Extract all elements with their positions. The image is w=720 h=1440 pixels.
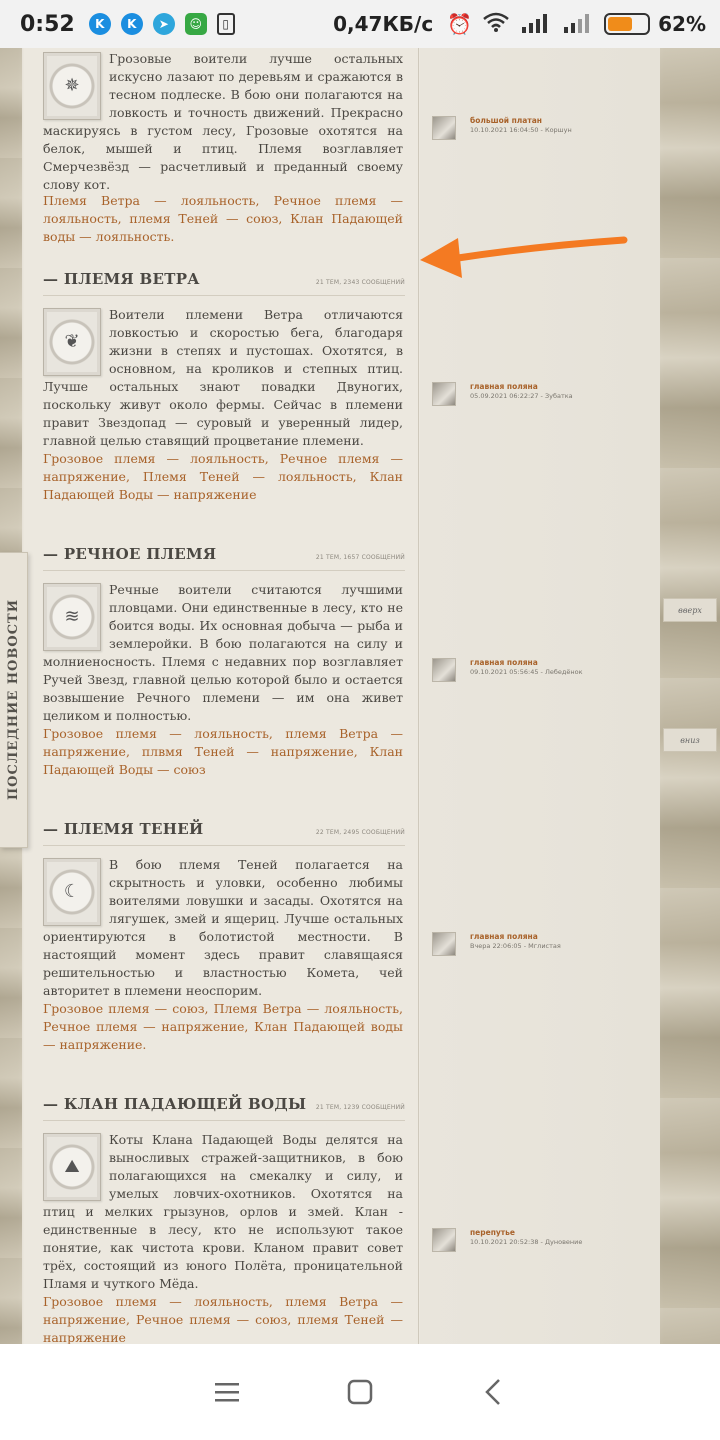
battery-percent: 62% bbox=[658, 12, 706, 36]
navigation-bar bbox=[0, 1344, 720, 1440]
last-post-waterfall[interactable] bbox=[432, 1228, 652, 1254]
last-post-meta: 09.10.2021 05:56:45 - Лебедёнок bbox=[470, 668, 583, 676]
forum-thumbnail-shadow[interactable] bbox=[43, 858, 101, 926]
forum-relations-river: Грозовое племя — лояльность, племя Ветра — напряжение, плвмя Теней — напряжение, Клан Падающей Воды — союз bbox=[43, 726, 403, 777]
forum-thumbnail-thunder[interactable] bbox=[43, 52, 101, 120]
forum-stats-shadow: 22 ТЕМ, 2495 СООБЩЕНИЙ bbox=[315, 829, 405, 836]
forum-title-waterfall[interactable]: — КЛАН ПАДАЮЩЕЙ ВОДЫ bbox=[43, 1095, 307, 1113]
status-time: 0:52 bbox=[20, 11, 75, 37]
forum-description-waterfall: ⛰ Коты Клана Падающей Воды делятся на выносливых стражей-защитников, в бою полагающихся на смекалку и силу, и умелых ловчих-охотников. Охотятся на птиц и мелких грызунов, орлов и змей. Клан - единственные в лесу, кто не используют такое понятие, как чистота крови. Кланом правит совет трёх, состоящий из юного Полёта, проницательной Пламя и чуткого Мёда. bbox=[43, 1132, 403, 1291]
forum-title-wind[interactable]: — ПЛЕМЯ ВЕТРА bbox=[43, 270, 200, 288]
annotation-arrow-icon bbox=[418, 232, 630, 280]
last-post-meta: 10.10.2021 16:04:50 - Коршун bbox=[470, 126, 572, 134]
last-post-avatar bbox=[432, 382, 456, 406]
sim-icon: ▯ bbox=[217, 13, 235, 35]
forum-stats-waterfall: 21 ТЕМ, 1239 СООБЩЕНИЙ bbox=[315, 1104, 405, 1111]
leaf-icon: ❦ bbox=[47, 312, 97, 372]
forum-header-shadow bbox=[43, 820, 405, 846]
signal-icon-2 bbox=[562, 11, 594, 38]
forum-stats-wind: 21 ТЕМ, 2343 СООБЩЕНИЙ bbox=[315, 279, 405, 286]
forum-page bbox=[0, 48, 720, 1344]
last-post-title[interactable]: перепутье bbox=[470, 1228, 515, 1237]
last-post-meta: Вчера 22:06:05 - Мглистая bbox=[470, 942, 561, 950]
forum-thumbnail-wind[interactable] bbox=[43, 308, 101, 376]
status-bar bbox=[0, 0, 720, 48]
last-post-avatar bbox=[432, 116, 456, 140]
net-speed: 0,47КБ/с bbox=[333, 12, 434, 36]
k-app-icon-2: K bbox=[121, 13, 143, 35]
battery-fill bbox=[608, 17, 632, 31]
scroll-up-button[interactable]: вверх bbox=[663, 598, 717, 622]
tree-icon: ✵ bbox=[47, 56, 97, 116]
moon-icon: ☾ bbox=[47, 862, 97, 922]
forum-description-wind: ❦ Воители племени Ветра отличаются ловкостью и скоростью бега, благодаря жизни в степях и пустошах. Охотятся, в основном, на кроликов и степных птиц. Лучше остальных знают повадки Двуногих, поскольку живут около фермы. Сейчас в племени правит Звездопад — суровый и уверенный лидер, главной целью ставящий процветание племени. bbox=[43, 307, 403, 448]
last-post-avatar bbox=[432, 658, 456, 682]
forum-header-wind bbox=[43, 270, 405, 296]
menu-icon bbox=[214, 1381, 240, 1403]
telegram-icon: ➤ bbox=[153, 13, 175, 35]
last-post-avatar bbox=[432, 1228, 456, 1252]
last-post-shadow[interactable] bbox=[432, 932, 652, 958]
last-post-title[interactable]: большой платан bbox=[470, 116, 542, 125]
last-post-title[interactable]: главная поляна bbox=[470, 382, 538, 391]
alarm-icon: ⏰ bbox=[447, 12, 473, 36]
forum-relations-waterfall: Грозовое племя — лояльность, племя Ветра — напряжение, Речное племя — союз, племя Теней — напряжение bbox=[43, 1294, 403, 1344]
forum-header-waterfall bbox=[43, 1095, 405, 1121]
green-app-icon: ☺ bbox=[185, 13, 207, 35]
forum-thumbnail-river[interactable] bbox=[43, 583, 101, 651]
wifi-icon bbox=[482, 11, 510, 38]
back-icon bbox=[483, 1378, 503, 1406]
home-icon bbox=[347, 1379, 373, 1405]
wave-icon: ≋ bbox=[47, 587, 97, 647]
forum-relations-wind: Грозовое племя — лояльность, Речное племя — напряжение, Племя Теней — лояльность, Клан Падающей Воды — напряжение bbox=[43, 451, 403, 502]
back-button[interactable] bbox=[469, 1368, 517, 1416]
forum-relations-thunder: Племя Ветра — лояльность, Речное племя — лояльность, племя Теней — союз, Клан Падающей воды — лояльность. bbox=[43, 193, 403, 244]
home-button[interactable] bbox=[336, 1368, 384, 1416]
decor-right-edge bbox=[660, 48, 720, 1344]
last-post-wind[interactable] bbox=[432, 382, 652, 408]
menu-button[interactable] bbox=[203, 1368, 251, 1416]
forum-description-thunder: ✵ Грозовые воители лучше остальных искусно лазают по деревьям и сражаются в тесном подлеске. В бою они полагаются на ловкость и точность движений. Прекрасно маскируясь в густом лесу, Грозовые охотятся на белок, мышей и птиц. Племя возглавляет Смерчезвёзд — расчетливый и преданный своему слову кот. bbox=[43, 51, 403, 192]
last-post-title[interactable]: главная поляна bbox=[470, 658, 538, 667]
forum-thumbnail-waterfall[interactable] bbox=[43, 1133, 101, 1201]
forum-header-river bbox=[43, 545, 405, 571]
last-post-river[interactable] bbox=[432, 658, 652, 684]
last-post-title[interactable]: главная поляна bbox=[470, 932, 538, 941]
last-post-thunder[interactable] bbox=[432, 116, 652, 142]
last-post-meta: 10.10.2021 20:52:38 - Дуновение bbox=[470, 1238, 583, 1246]
battery-icon bbox=[604, 13, 650, 35]
forum-title-river[interactable]: — РЕЧНОЕ ПЛЕМЯ bbox=[43, 545, 217, 563]
forum-stats-river: 21 ТЕМ, 1657 СООБЩЕНИЙ bbox=[315, 554, 405, 561]
forum-description-shadow: ☾ В бою племя Теней полагается на скрытность и уловки, особенно любимы воителями ловушки и засады. Охотятся на лягушек, змей и ящериц. Лучше остальных ориентируются в болотистой местности. В настоящий момент здесь правит славящаяся решительностью и властностью Комета, чей авторитет в племени неоспорим. bbox=[43, 857, 403, 998]
last-post-meta: 05.09.2021 06:22:27 - Зубатка bbox=[470, 392, 573, 400]
scroll-down-button[interactable]: вниз bbox=[663, 728, 717, 752]
forum-title-shadow[interactable]: — ПЛЕМЯ ТЕНЕЙ bbox=[43, 820, 204, 838]
k-app-icon: K bbox=[89, 13, 111, 35]
forum-relations-shadow: Грозовое племя — союз, Племя Ветра — лояльность, Речное племя — напряжение, Клан Падающей воды — напряжение. bbox=[43, 1001, 403, 1052]
mountain-icon: ⛰ bbox=[47, 1137, 97, 1197]
latest-news-tab[interactable] bbox=[0, 552, 28, 848]
last-post-avatar bbox=[432, 932, 456, 956]
latest-news-label: ПОСЛЕДНИЕ НОВОСТИ bbox=[6, 599, 21, 801]
forum-description-river: ≋ Речные воители считаются лучшими пловцами. Они единственные в лесу, кто не боится воды. Их основная добыча — рыба и землеройки. В бою полагаются на силу и молниеносность. Племя с недавних пор возглавляет Ручей Звезд, главной целью которой было и остается возвышение Речного племени — им она живет целиком и полностью. bbox=[43, 582, 403, 723]
signal-icon bbox=[520, 11, 552, 38]
